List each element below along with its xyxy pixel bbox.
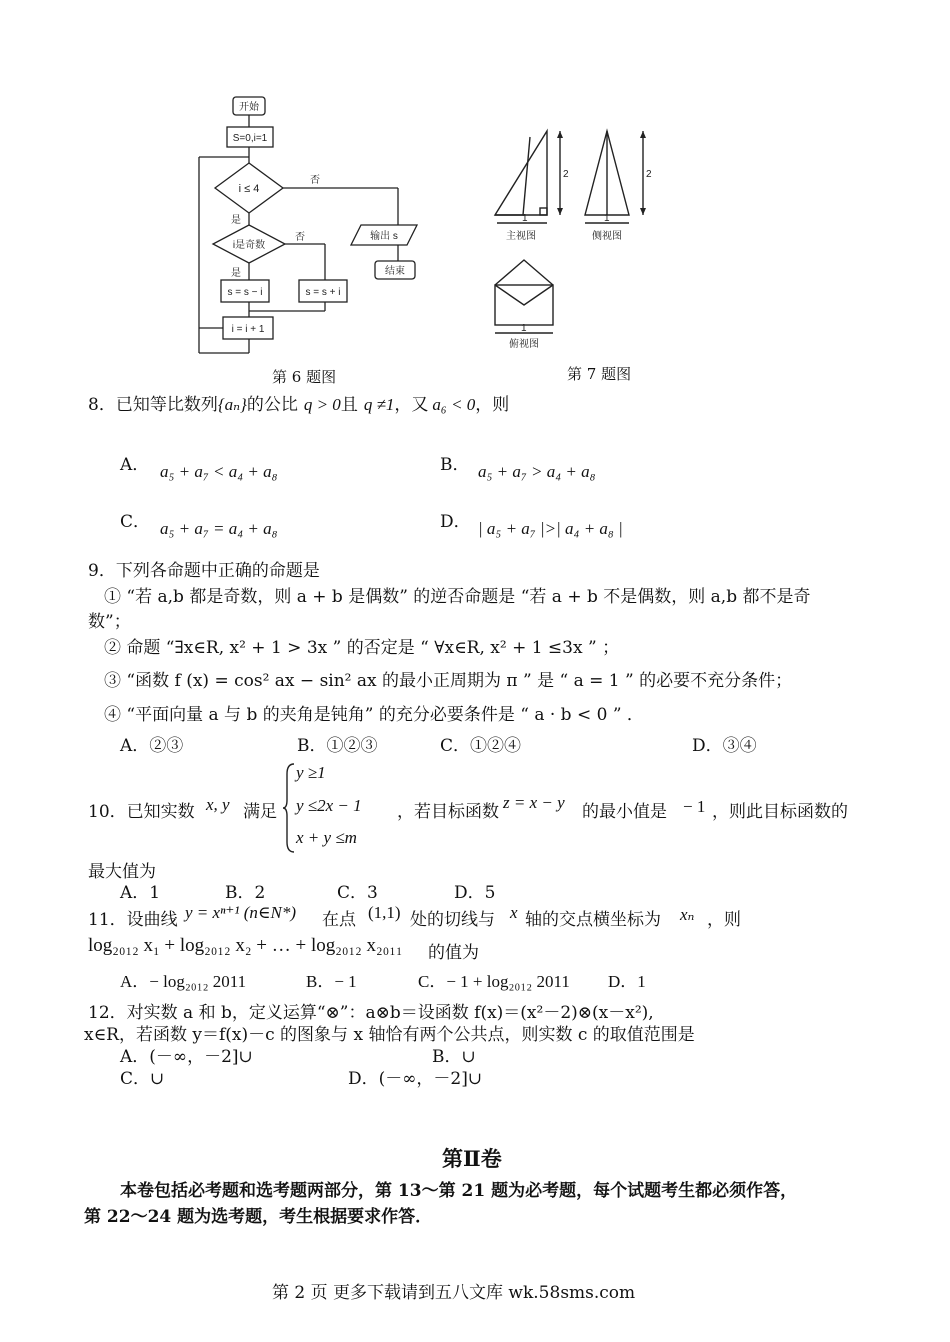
q11-point: (1,1) (368, 903, 401, 922)
q10-option-a: A．1 (120, 883, 161, 903)
q8-cond1: q > 0 (303, 395, 341, 414)
flow-incr-label: i = i + 1 (231, 324, 265, 335)
flow-no2-label: 否 (295, 232, 305, 243)
q8-and: 且 (340, 395, 358, 415)
q10-stem-a: 10．已知实数 (88, 802, 195, 822)
q10-min-value: − 1 (683, 797, 706, 816)
q10-stem-f: 最大值为 (88, 862, 156, 882)
q8-seq: {aₙ} (217, 395, 247, 414)
q11-option-b: B．− 1 (306, 972, 357, 991)
flow-start-label: 开始 (239, 102, 259, 113)
q11-sum: log₂₀₁₂ x₁ + log₂₀₁₂ x₂ + … + log₂₀₁₂ x₂₀₁₁ (88, 935, 403, 956)
q12-option-b: B．∪ (432, 1047, 476, 1067)
q11-option-c: C．− 1 + log₂₀₁₂ 2011 (418, 972, 570, 991)
q8-option-c-label: C． (120, 512, 151, 532)
q9-statement-2: ② 命题 “∃x∈R, x² + 1 > 3x ” 的否定是 “ ∀x∈R, x² + 1 ≤3x ” ； (104, 638, 620, 658)
q12-line-2: x∈R，若函数 y＝f(x)－c 的图象与 x 轴恰有两个公共点，则实数 c 的取值范围是 (84, 1025, 695, 1045)
flow-cond2-label: i是奇数 (232, 240, 266, 251)
q10-vars: x, y (206, 795, 230, 814)
q10-option-d: D．5 (454, 883, 496, 903)
flow-output-label: 输出 s (370, 231, 398, 242)
part2-title: 第Ⅱ卷 (442, 1146, 502, 1171)
q8-cond3: a₆ < 0 (432, 395, 476, 414)
q8-option-a-label: A． (120, 455, 150, 475)
q8-option-c: a₅ + a₇ = a₄ + a₈ (160, 519, 278, 538)
q10-stem-e: ，则此目标函数的 (712, 802, 848, 822)
q11-stem-d: 轴的交点横坐标为 (525, 910, 661, 930)
q8-option-d: | a₅ + a₇ |>| a₄ + a₈ | (478, 519, 623, 538)
fig7-dim-1a: 1 (522, 213, 528, 224)
q10-brace (282, 762, 296, 854)
flow-no1-label: 否 (310, 175, 320, 186)
q10-constraint-2: y ≤2x − 1 (296, 796, 362, 815)
q11-xn: xₙ (680, 905, 695, 924)
q10-objective: z = x − y (503, 793, 565, 812)
q8-option-d-label: D． (440, 512, 471, 532)
q12-option-a: A．(－∞，－2]∪ (120, 1047, 253, 1067)
q12-option-d: D．(－∞，－2]∪ (348, 1069, 483, 1089)
part2-intro-line-2: 第 22～24 题为选考题，考生根据要求作答． (84, 1207, 433, 1227)
q11-stem-f: 的值为 (428, 943, 479, 963)
q9-option-c: C．①②④ (440, 736, 522, 756)
fig7-front-label: 主视图 (506, 231, 536, 242)
figure-6-caption: 第 6 题图 (272, 368, 337, 386)
q11-x: x (510, 903, 518, 922)
flow-plus-label: s = s + i (305, 287, 341, 298)
fig7-top-label: 俯视图 (509, 339, 539, 350)
fig7-side-label: 侧视图 (592, 231, 622, 242)
q11-curve: y = xⁿ⁺¹ (n∈N*) (185, 903, 296, 922)
figure-7-three-views (485, 125, 675, 355)
figure-6-flowchart (185, 85, 440, 370)
q8-stem-b: 的公比 (246, 395, 298, 415)
q8-stem (88, 390, 509, 415)
q11-option-a: A．− log₂₀₁₂ 2011 (120, 972, 247, 991)
fig7-dim-1b: 1 (604, 213, 610, 224)
flow-end-label: 结束 (385, 266, 405, 277)
flow-cond1-label: i ≤ 4 (238, 183, 260, 195)
q8-option-a: a₅ + a₇ < a₄ + a₈ (160, 462, 278, 481)
q10-stem-b: 满足 (243, 802, 277, 822)
q10-option-c: C．3 (337, 883, 378, 903)
figure-7-caption: 第 7 题图 (567, 365, 632, 383)
q10-constraint-1: y ≥1 (296, 763, 326, 782)
q10-stem-c: ，若目标函数 (397, 802, 499, 822)
q11-stem-a: 11．设曲线 (88, 910, 178, 930)
flow-minus-label: s = s − i (227, 287, 263, 298)
fig7-dim-1c: 1 (521, 323, 527, 334)
flow-init-label: S=0,i=1 (232, 133, 268, 144)
flow-yes2-label: 是 (231, 268, 241, 279)
q9-statement-1-line1: ① “若 a,b 都是奇数，则 a + b 是偶数” 的逆否命题是 “若 a + b 不是偶数，则 a,b 都不是奇 (104, 587, 811, 607)
q9-option-b: B．①②③ (297, 736, 378, 756)
q10-option-b: B．2 (225, 883, 266, 903)
q9-option-d: D．③④ (692, 736, 757, 756)
q11-stem-b: 在点 (322, 910, 356, 930)
q12-line-1: 12．对实数 a 和 b，定义运算“⊗”：a⊗b＝设函数 f(x)＝(x²－2)⊗(x－x²), (88, 1003, 654, 1023)
q11-option-d: D．1 (608, 972, 646, 991)
q12-option-c: C．∪ (120, 1069, 165, 1089)
q9-option-a: A．②③ (120, 736, 184, 756)
fig7-dim-2a: 2 (563, 169, 569, 180)
q9-statement-4: ④ “平面向量 a 与 b 的夹角是钝角” 的充分必要条件是 “ a · b < 0 ” ． (104, 705, 644, 725)
page-footer: 第 2 页 更多下载请到五八文库 wk.58sms.com (272, 1283, 636, 1303)
q9-statement-1-line2: 数”； (88, 612, 131, 632)
q10-stem-d: 的最小值是 (582, 802, 667, 822)
q8-option-b-label: B． (440, 455, 470, 475)
q8-cond2: q ≠1 (363, 395, 395, 414)
q9-stem: 9．下列各命题中正确的命题是 (88, 561, 320, 581)
q8-then: ，则 (475, 395, 510, 415)
flow-yes1-label: 是 (231, 215, 241, 226)
fig7-dim-2b: 2 (646, 169, 652, 180)
q8-option-b: a₅ + a₇ > a₄ + a₈ (478, 462, 596, 481)
q11-stem-e: ，则 (707, 910, 741, 930)
part2-intro-line-1: 本卷包括必考题和选考题两部分，第 13～第 21 题为必考题，每个试题考生都必须作答， (120, 1181, 798, 1201)
q8-comma: ，又 (394, 395, 429, 415)
q9-statement-3: ③ “函数 f (x) = cos² ax − sin² ax 的最小正周期为 π ” 是 “ a = 1 ” 的必要不充分条件； (104, 671, 793, 691)
q8-stem-a: 8．已知等比数列 (88, 395, 218, 415)
q10-constraint-3: x + y ≤m (296, 828, 357, 847)
q11-stem-c: 处的切线与 (410, 910, 495, 930)
